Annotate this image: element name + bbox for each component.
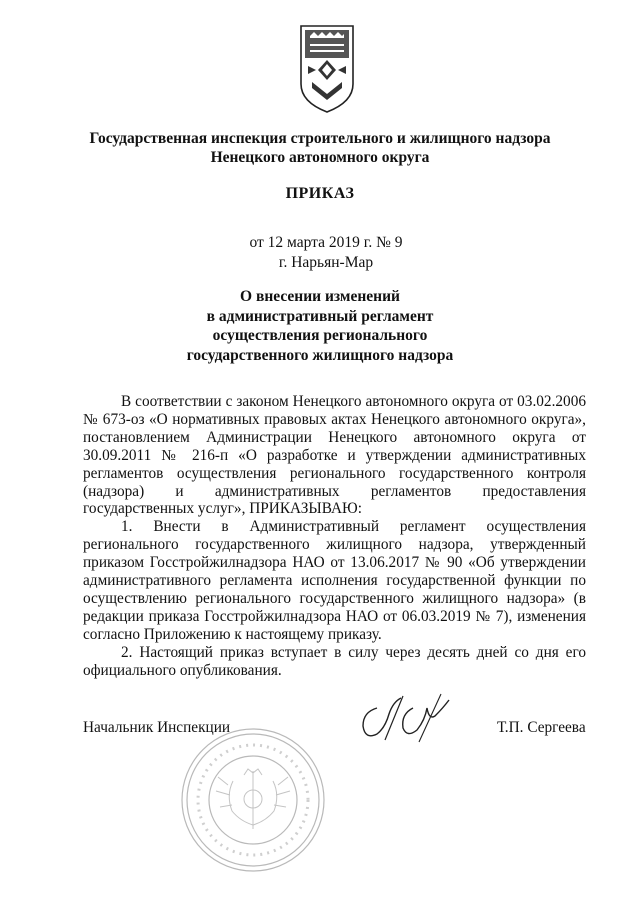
- organization-name: [0, 129, 640, 167]
- preamble-paragraph: В соответствии с законом Ненецкого автономного округа от 03.02.2006 № 673-оз «О нормативных правовых актах Ненецкого автономного округа», постановлением Администрации Ненецкого автономного округа от 30.09.2011 № 216-п «О разработке и утверждении административных регламентов осуществления регионального государственного контроля (надзора) и административных регламентов предоставления государственных услуг», ПРИКАЗЫВАЮ:: [83, 393, 586, 518]
- subject-line-3: осуществления регионального: [212, 327, 428, 344]
- document-body: [83, 393, 586, 680]
- place-line: г. Нарьян-Мар: [278, 254, 374, 271]
- subject-line-4: государственного жилищного надзора: [186, 346, 454, 364]
- document-type: ПРИКАЗ: [285, 185, 355, 202]
- subject-line-2: в административный регламент: [206, 307, 434, 325]
- document-date: [6, 233, 640, 273]
- signatory-name: Т.П. Сергеева: [497, 719, 586, 736]
- signatory-position: Начальник Инспекции: [83, 719, 231, 736]
- document-subject: [0, 287, 640, 365]
- date-number-line: от 12 марта 2019 г. № 9: [249, 234, 403, 251]
- organization-line-1: Государственная инспекция строительного и жилищного надзора: [89, 130, 551, 147]
- item-1-paragraph: 1. Внести в Административный регламент осуществления регионального государственного жилищного надзора, утвержденный приказом Госстройжилнадзора НАО от 13.06.2017 № 90 «Об утверждении административного регламента исполнения государственной функции по осуществлению регионального государственного жилищного надзора» (в редакции приказа Госстройжилнадзора НАО от 06.03.2019 № 7), изменения согласно Приложению к настоящему приказу.: [83, 518, 586, 643]
- official-seal-icon: [178, 725, 328, 875]
- subject-line-1: О внесении изменений: [240, 288, 400, 305]
- handwritten-signature-icon: [355, 690, 455, 750]
- organization-line-2: Ненецкого автономного округа: [210, 149, 430, 166]
- item-2-paragraph: 2. Настоящий приказ вступает в силу через десять дней со дня его официального опубликования.: [83, 643, 586, 679]
- coat-of-arms-icon: [298, 22, 356, 114]
